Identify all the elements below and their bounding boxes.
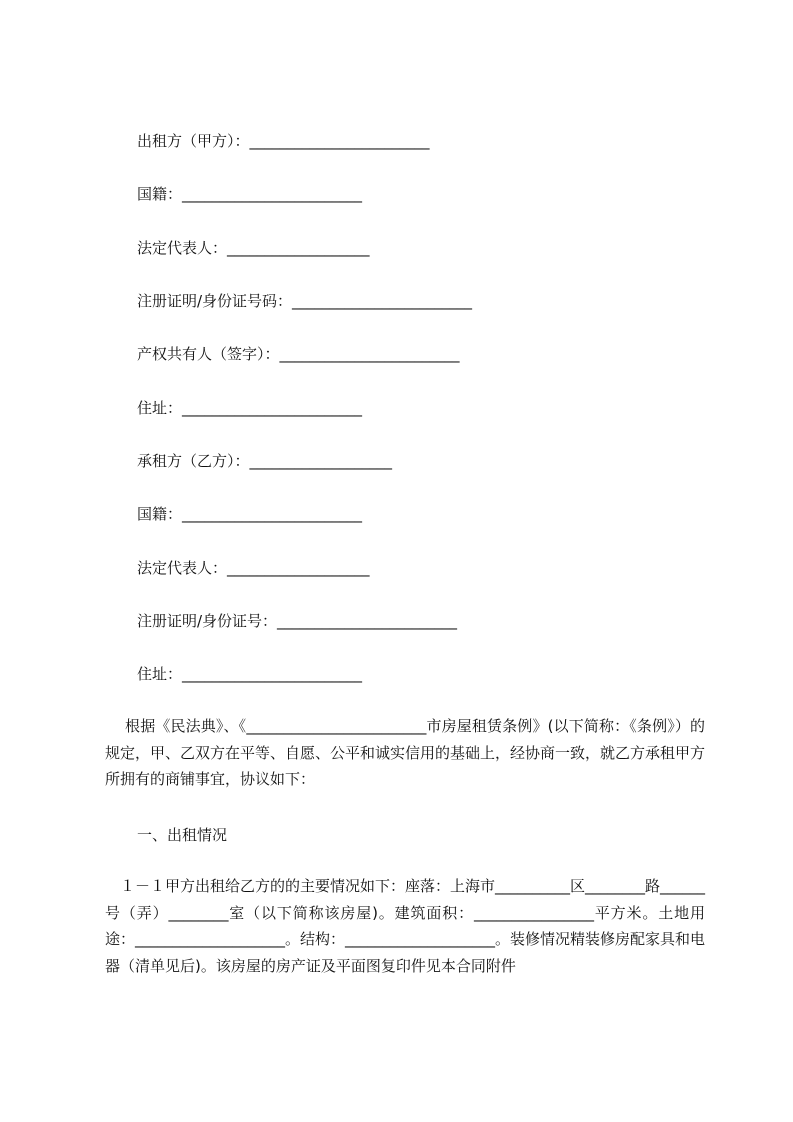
lessor-legal-rep-field: 法定代表人：___________________	[137, 239, 370, 257]
clause-1-1-paragraph: １－１甲方出租给乙方的的主要情况如下：座落：上海市__________区________路______号（弄）________室（以下简称该房屋)。建筑面积：________________平方米。土地用途：____________________。结构：____________________。装修情况精装修房配家具和电器（清单见后)。该房屋的房产证及平面图复印件见本合同附件	[105, 877, 706, 975]
preamble-paragraph: 根据《民法典》、《________________________市房屋租赁条例》(以下简称：《条例》）的规定，甲、乙双方在平等、自愿、公平和诚实信用的基础上，经协商一致，就乙方承租甲方所拥有的商铺事宜，协议如下：	[105, 717, 706, 788]
lessee-name-field: 承租方（乙方）：___________________	[137, 452, 393, 470]
lessee-id-field: 注册证明/身份证号：________________________	[137, 612, 458, 630]
section-1-title: 一、出租情况	[137, 826, 228, 844]
lessor-nationality-field: 国籍：________________________	[137, 185, 363, 203]
lessor-id-field: 注册证明/身份证号码：________________________	[137, 292, 473, 310]
lessor-address-field: 住址：________________________	[137, 399, 363, 417]
co-owner-signature-field: 产权共有人（签字）：________________________	[137, 345, 460, 363]
lessee-nationality-field: 国籍：________________________	[137, 505, 363, 523]
lessor-name-field: 出租方（甲方）：________________________	[137, 132, 430, 150]
lessee-legal-rep-field: 法定代表人：___________________	[137, 559, 370, 577]
lessee-address-field: 住址：________________________	[137, 665, 363, 683]
